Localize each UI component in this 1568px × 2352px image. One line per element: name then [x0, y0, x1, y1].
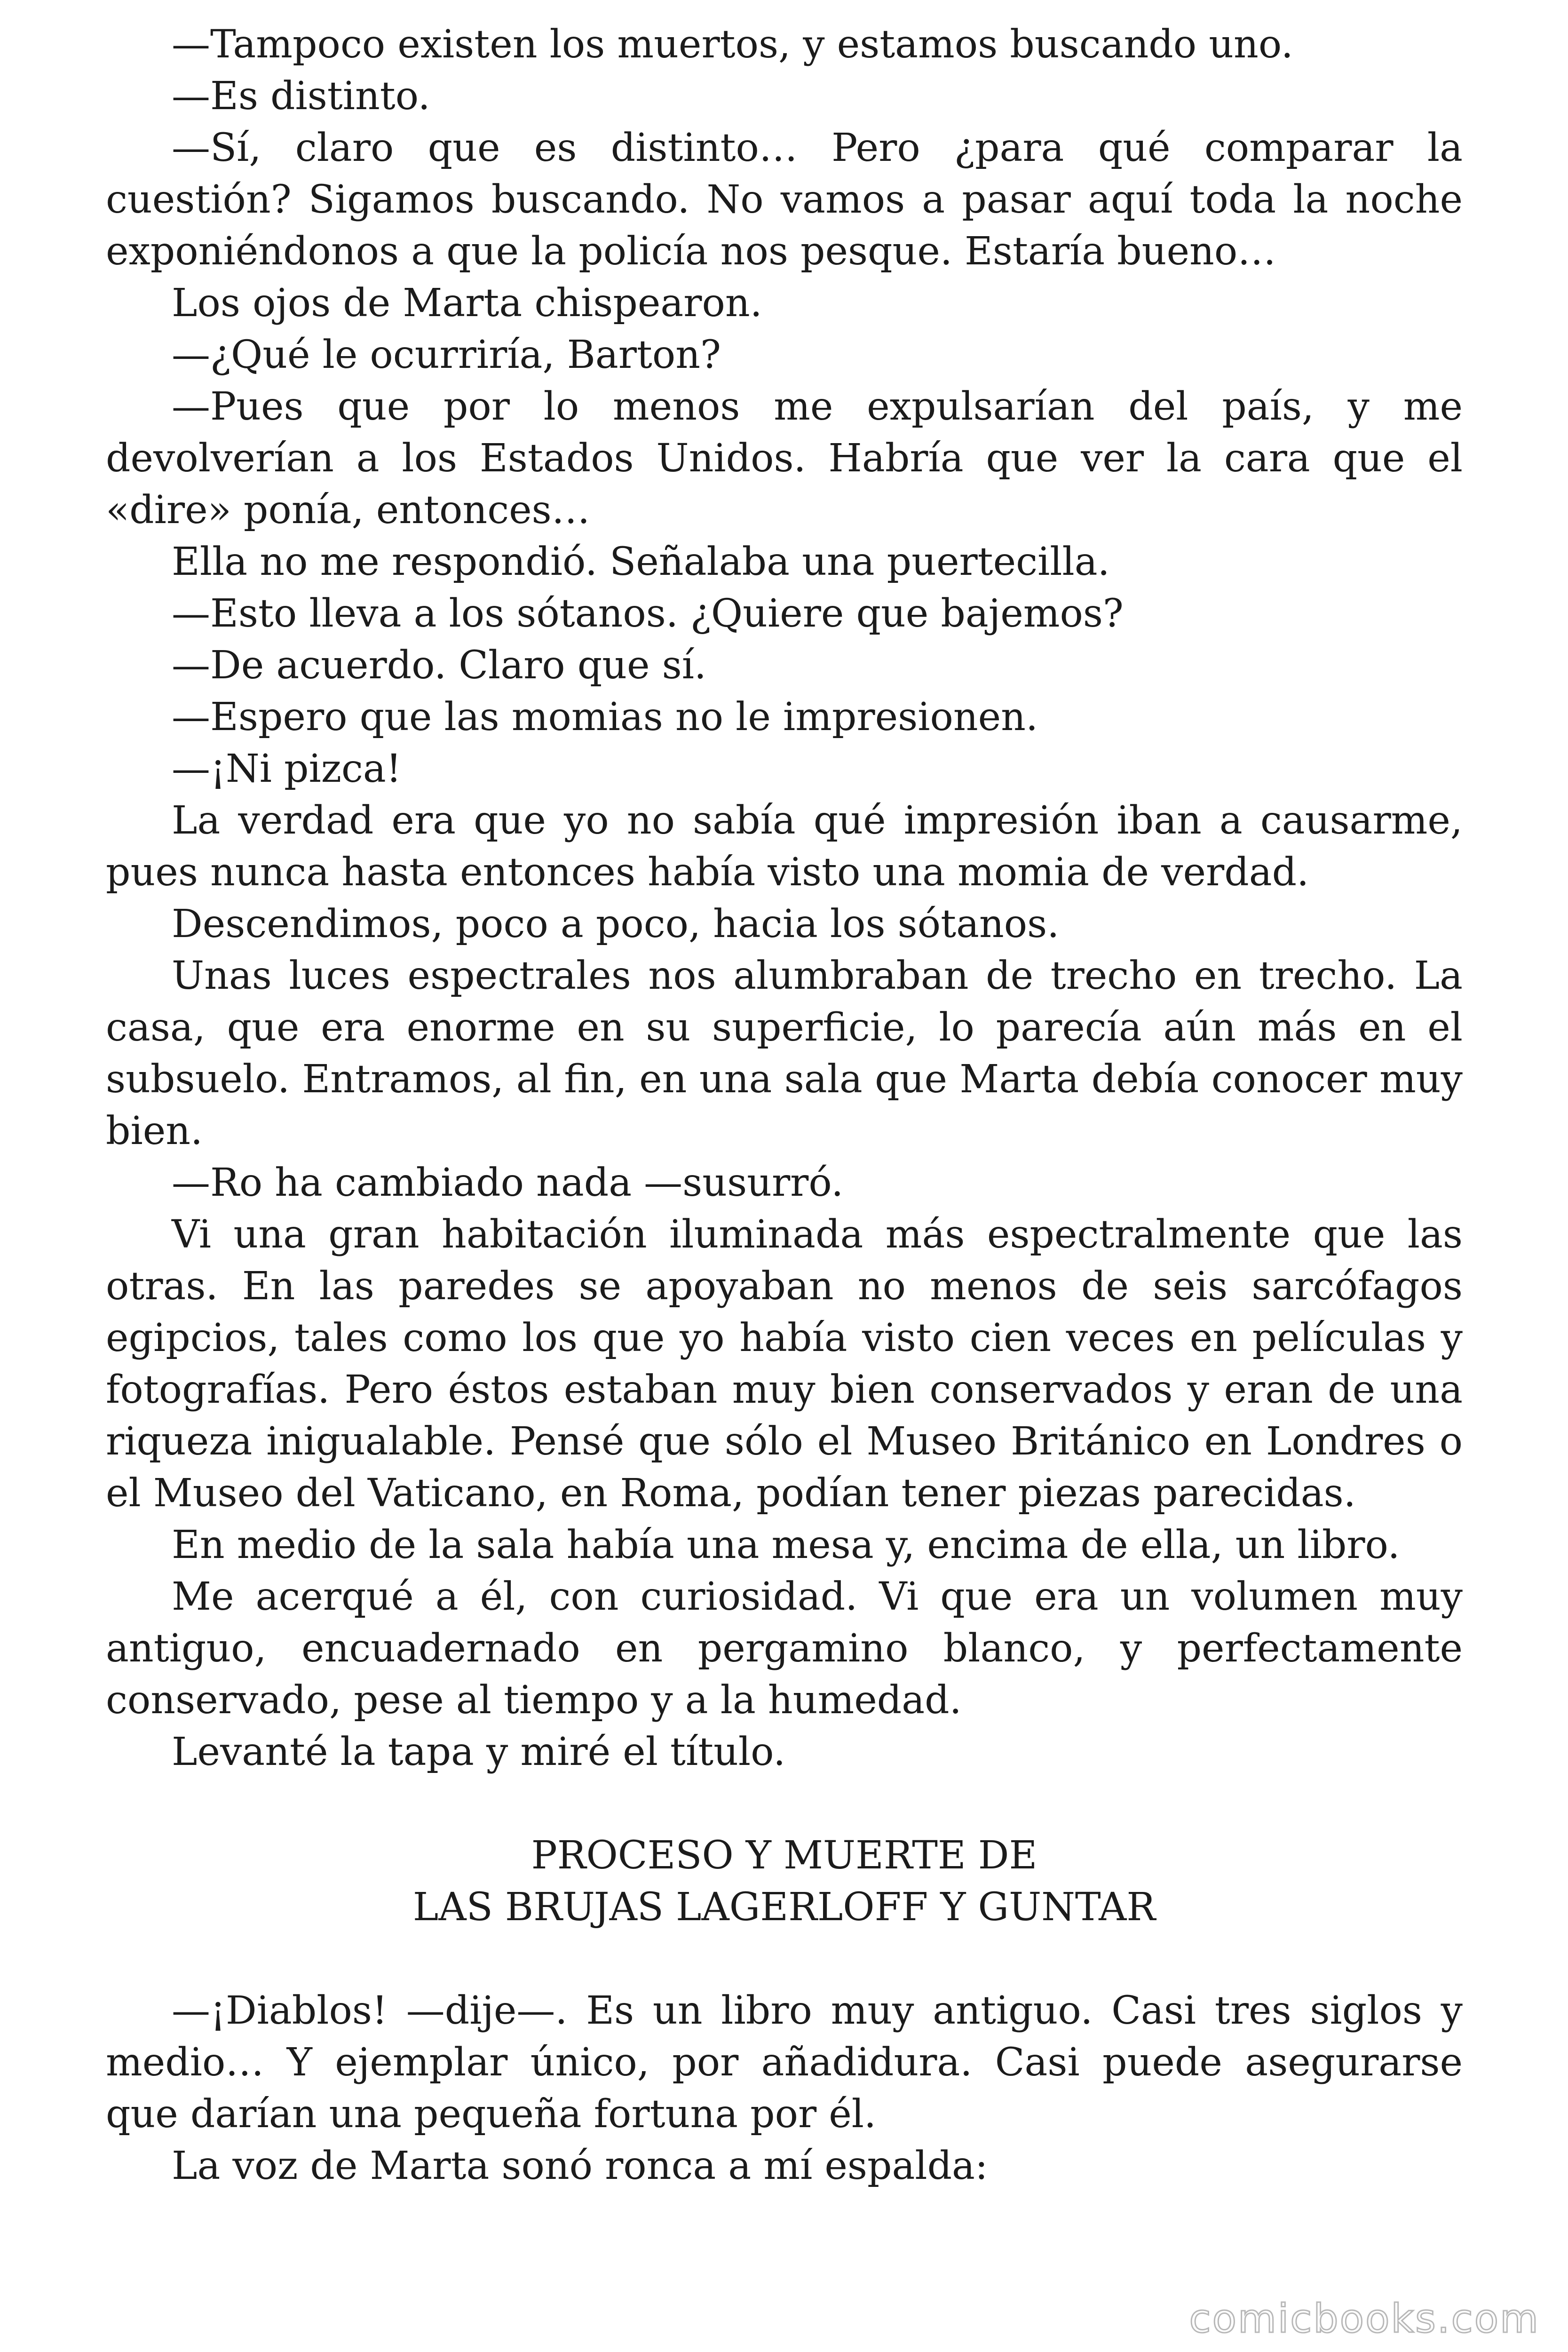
paragraph: —¡Ni pizca! — [172, 747, 402, 791]
paragraph: —¡Diablos! —dije—. Es un libro muy antiguo. Casi tres siglos y medio… Y ejemplar único, por añadidura. Casi puede asegurarse que darían una pequeña fortuna por él. — [106, 1988, 1463, 2137]
paragraph: —Ro ha cambiado nada —susurró. — [172, 1160, 844, 1205]
document-page — [106, 19, 1463, 2192]
paragraph: —Sí, claro que es distinto… Pero ¿para qué comparar la cuestión? Sigamos buscando. No vamos a pasar aquí toda la noche exponiéndonos a que la policía nos pesque. Estaría bueno… — [106, 126, 1463, 274]
watermark: comicbooks.com — [1189, 2296, 1540, 2342]
book-title-line-1: PROCESO Y MUERTE DE — [531, 1833, 1037, 1878]
paragraph: Me acerqué a él, con curiosidad. Vi que era un volumen muy antiguo, encuadernado en pergamino blanco, y perfectamente conservado, pese al tiempo y a la humedad. — [106, 1574, 1463, 1723]
paragraph: La verdad era que yo no sabía qué impresión iban a causarme, pues nunca hasta entonces había visto una momia de verdad. — [106, 798, 1463, 895]
paragraph: Ella no me respondió. Señalaba una puertecilla. — [172, 540, 1110, 584]
paragraph: La voz de Marta sonó ronca a mí espalda: — [172, 2144, 988, 2188]
paragraph: —Tampoco existen los muertos, y estamos buscando uno. — [172, 22, 1293, 67]
paragraph: —Es distinto. — [172, 74, 430, 119]
paragraph: —Espero que las momias no le impresionen. — [172, 695, 1038, 739]
book-title-line-2: LAS BRUJAS LAGERLOFF Y GUNTAR — [412, 1885, 1156, 1930]
paragraph: —¿Qué le ocurriría, Barton? — [172, 333, 721, 377]
body-text-after-title — [106, 1985, 1463, 2192]
paragraph: —De acuerdo. Claro que sí. — [172, 643, 706, 688]
book-title — [106, 1830, 1463, 1933]
paragraph: Los ojos de Marta chispearon. — [172, 281, 762, 326]
paragraph: Levanté la tapa y miré el título. — [172, 1730, 786, 1774]
paragraph: En medio de la sala había una mesa y, encima de ella, un libro. — [172, 1523, 1400, 1567]
paragraph: —Pues que por lo menos me expulsarían del país, y me devolverían a los Estados Unidos. Habría que ver la cara que el «dire» ponía, entonces… — [106, 384, 1463, 532]
paragraph: Descendimos, poco a poco, hacia los sótanos. — [172, 902, 1060, 946]
paragraph: Unas luces espectrales nos alumbraban de trecho en trecho. La casa, que era enorme en su superficie, lo parecía aún más en el subsuelo. Entramos, al fin, en una sala que Marta debía conocer muy bien. — [106, 954, 1463, 1153]
paragraph: Vi una gran habitación iluminada más espectralmente que las otras. En las paredes se apoyaban no menos de seis sarcófagos egipcios, tales como los que yo había visto cien veces en películas y fotografías. Pero éstos estaban muy bien conservados y eran de una riqueza inigualable. Pensé que sólo el Museo Británico en Londres o el Museo del Vaticano, en Roma, podían tener piezas parecidas. — [106, 1212, 1463, 1516]
body-text-before-title — [106, 19, 1463, 1778]
paragraph: —Esto lleva a los sótanos. ¿Quiere que bajemos? — [172, 591, 1124, 636]
